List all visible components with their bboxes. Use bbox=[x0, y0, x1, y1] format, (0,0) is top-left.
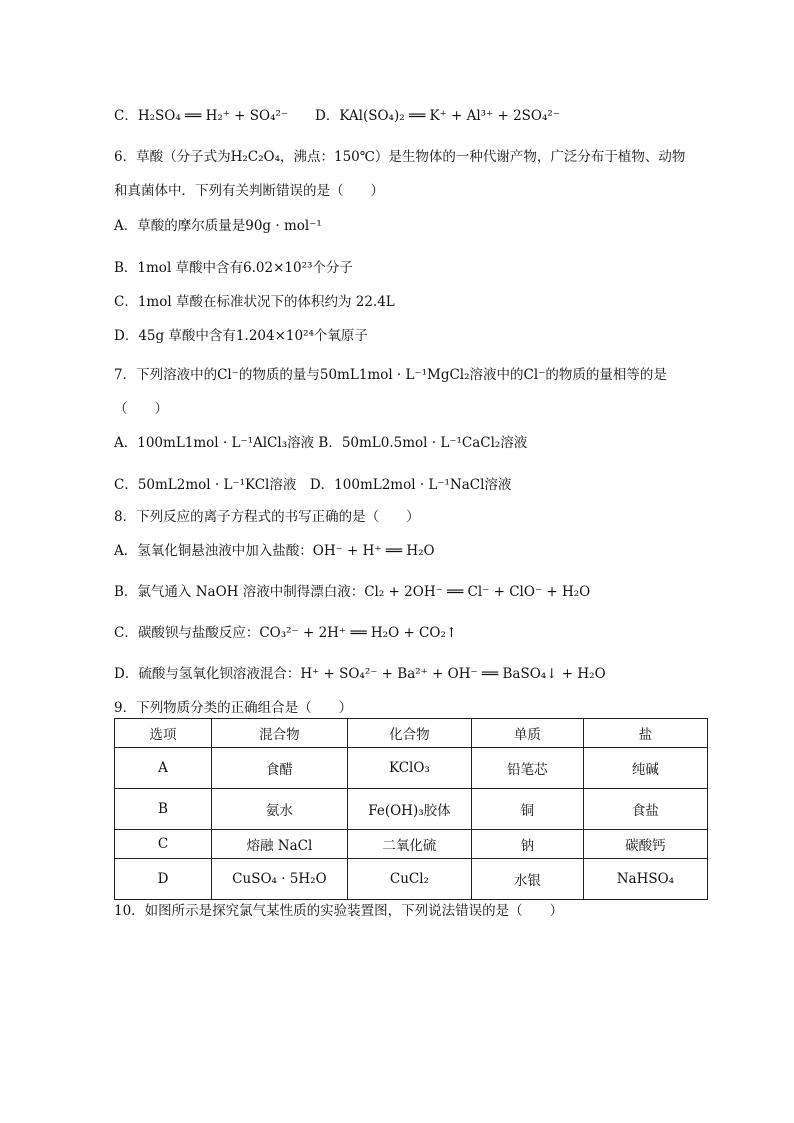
q8-option-a: A．氢氧化铜悬浊液中加入盐酸：OH⁻ + H⁺ ══ H₂O bbox=[114, 543, 435, 559]
table-header: 盐 bbox=[583, 719, 707, 748]
q6-option-a: A．草酸的摩尔质量是90g · mol⁻¹ bbox=[114, 218, 322, 234]
table-cell: NaHSO₄ bbox=[583, 859, 707, 900]
table-cell: C bbox=[115, 830, 212, 859]
table-cell: 钠 bbox=[472, 830, 584, 859]
q6-stem-line1: 6．草酸（分子式为H₂C₂O₄，沸点：150℃）是生物体的一种代谢产物，广泛分布于植物、动物 bbox=[114, 149, 686, 165]
table-cell: 水银 bbox=[472, 859, 584, 900]
table-cell: 氨水 bbox=[211, 789, 347, 830]
table-cell: KClO₃ bbox=[347, 748, 471, 789]
table-row bbox=[115, 789, 708, 830]
classification-table bbox=[114, 718, 708, 900]
table-cell: 熔融 NaCl bbox=[211, 830, 347, 859]
table-row bbox=[115, 859, 708, 900]
q5-options-cd: C．H₂SO₄ ══ H₂⁺ + SO₄²⁻ D．KAl(SO₄)₂ ══ K⁺ + Al³⁺ + 2SO₄²⁻ bbox=[114, 108, 560, 124]
table-row bbox=[115, 748, 708, 789]
q6-option-b: B．1mol 草酸中含有6.02×10²³个分子 bbox=[114, 260, 353, 276]
q8-option-d: D．硫酸与氢氧化钡溶液混合：H⁺ + SO₄²⁻ + Ba²⁺ + OH⁻ ══ BaSO₄↓ + H₂O bbox=[114, 666, 606, 682]
table-cell: 二氧化硫 bbox=[347, 830, 471, 859]
q7-options-ab: A．100mL1mol · L⁻¹AlCl₃溶液 B．50mL0.5mol · L⁻¹CaCl₂溶液 bbox=[114, 435, 528, 451]
table-cell: 食醋 bbox=[211, 748, 347, 789]
q8-option-c: C．碳酸钡与盐酸反应：CO₃²⁻ + 2H⁺ ══ H₂O + CO₂↑ bbox=[114, 625, 458, 641]
q6-option-c: C．1mol 草酸在标准状况下的体积约为 22.4L bbox=[114, 294, 395, 310]
table-cell: Fe(OH)₃胶体 bbox=[347, 789, 471, 830]
table-header: 化合物 bbox=[347, 719, 471, 748]
table-cell: A bbox=[115, 748, 212, 789]
q7-options-cd: C．50mL2mol · L⁻¹KCl溶液 D．100mL2mol · L⁻¹NaCl溶液 bbox=[114, 477, 512, 493]
table-cell: 铜 bbox=[472, 789, 584, 830]
table-header: 混合物 bbox=[211, 719, 347, 748]
q10-stem: 10．如图所示是探究氯气某性质的实验装置图，下列说法错误的是（ ） bbox=[114, 903, 564, 919]
q8-option-b: B．氯气通入 NaOH 溶液中制得漂白液：Cl₂ + 2OH⁻ ══ Cl⁻ + ClO⁻ + H₂O bbox=[114, 584, 591, 600]
q8-stem: 8．下列反应的离子方程式的书写正确的是（ ） bbox=[114, 509, 420, 525]
table-header-row bbox=[115, 719, 708, 748]
q7-stem-line1: 7．下列溶液中的Cl⁻的物质的量与50mL1mol · L⁻¹MgCl₂溶液中的Cl⁻的物质的量相等的是 bbox=[114, 367, 667, 383]
table-cell: B bbox=[115, 789, 212, 830]
table-row bbox=[115, 830, 708, 859]
table-cell: D bbox=[115, 859, 212, 900]
q9-stem: 9．下列物质分类的正确组合是（ ） bbox=[114, 700, 353, 716]
q7-stem-line2: （ ） bbox=[114, 401, 168, 417]
table-cell: 铅笔芯 bbox=[472, 748, 584, 789]
q6-stem-line2: 和真菌体中．下列有关判断错误的是（ ） bbox=[114, 183, 384, 199]
table-cell: 纯碱 bbox=[583, 748, 707, 789]
table-cell: 碳酸钙 bbox=[583, 830, 707, 859]
q6-option-d: D．45g 草酸中含有1.204×10²⁴个氧原子 bbox=[114, 328, 368, 344]
table-cell: CuSO₄ · 5H₂O bbox=[211, 859, 347, 900]
table-cell: CuCl₂ bbox=[347, 859, 471, 900]
table-header: 选项 bbox=[115, 719, 212, 748]
table-cell: 食盐 bbox=[583, 789, 707, 830]
table-header: 单质 bbox=[472, 719, 584, 748]
